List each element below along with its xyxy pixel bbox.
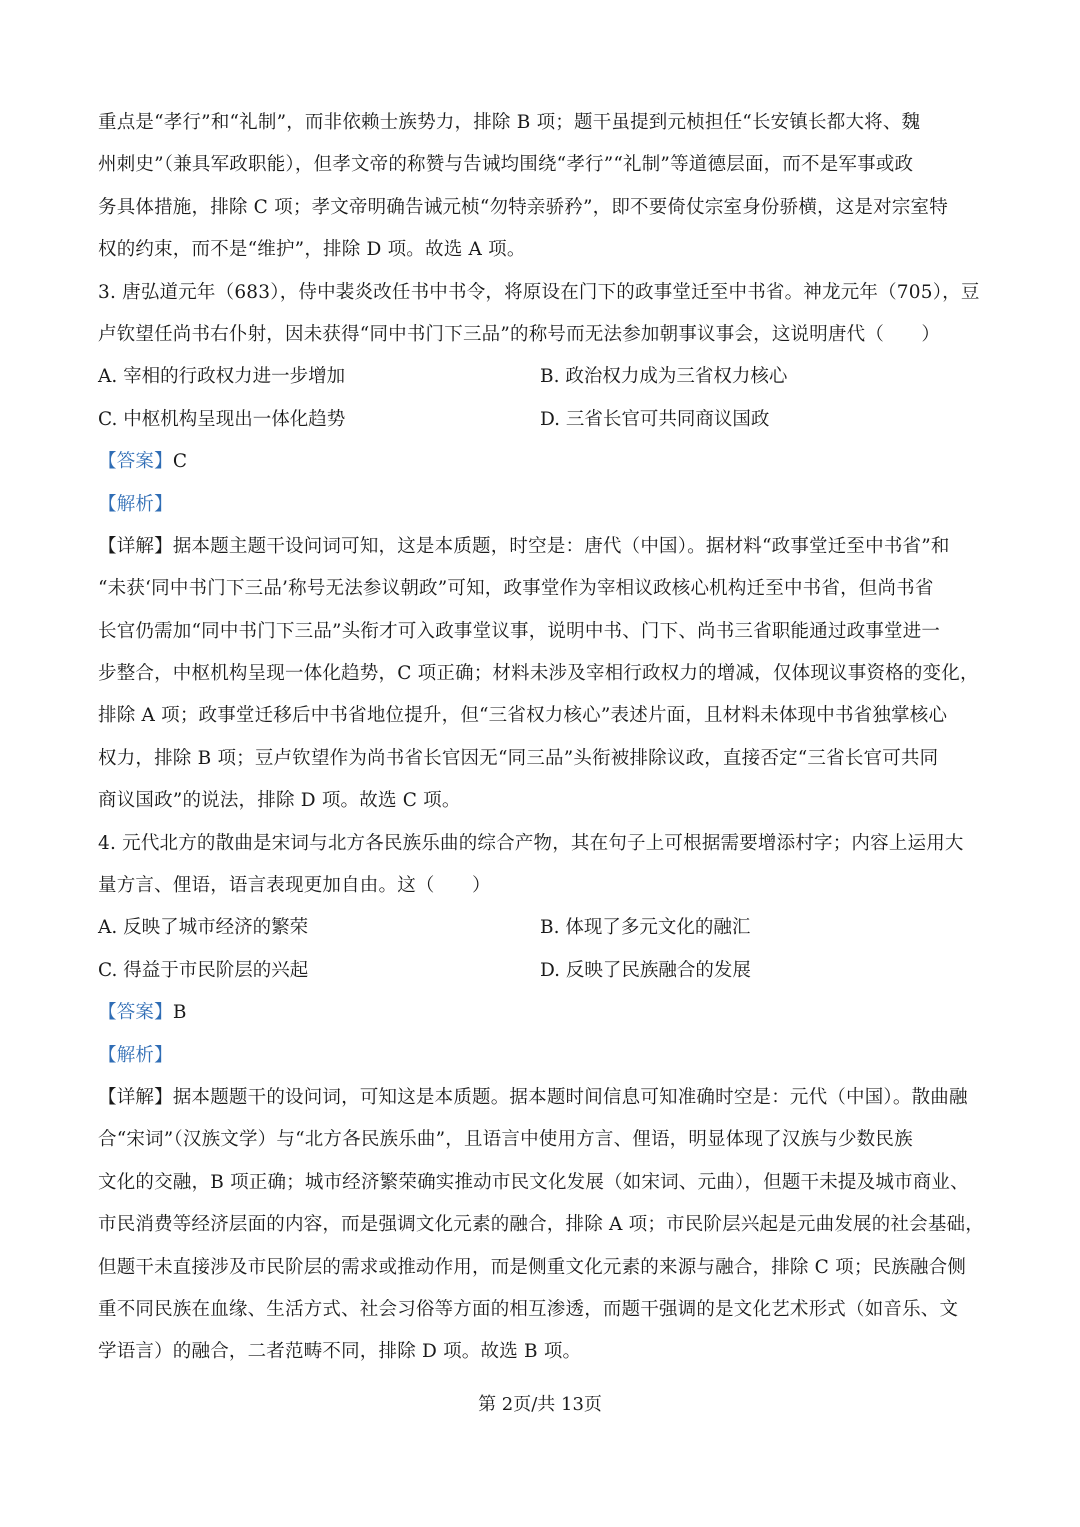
detail-text: 据本题主题干设问词可知，这是本质题，时空是：唐代（中国）。据材料“政事堂迁至中书省”和	[172, 535, 950, 557]
options-row	[98, 356, 984, 398]
detail-line: 权力，排除 B 项；豆卢钦望作为尚书省长官因无“同三品”头衔被排除议政，直接否定“三省长官可共同	[98, 747, 939, 769]
detail-tag: 【详解】	[98, 535, 173, 557]
detail-line: 长官仍需加“同中书门下三品”头衔才可入政事堂议事，说明中书、门下、尚书三省职能通过政事堂进一	[98, 620, 941, 642]
option-a: A. 反映了城市经济的繁荣	[98, 917, 309, 939]
question-stem: 卢钦望任尚书右仆射，因未获得“同中书门下三品”的称号而无法参加朝事议事会，这说明唐代（ ）	[98, 323, 941, 345]
detail-line: 合“宋词”（汉族文学）与“北方各民族乐曲”，且语言中使用方言、俚语，明显体现了汉族与少数民族	[98, 1129, 913, 1151]
question-stem: 4. 元代北方的散曲是宋词与北方各民族乐曲的综合产物，其在句子上可根据需要增添村字；内容上运用大	[98, 832, 964, 854]
answer-value: C	[172, 451, 188, 473]
question-stem: 3. 唐弘道元年（683），侍中裴炎改任书中书令，将原设在门下的政事堂迁至中书省。神龙元年（705），豆	[98, 281, 980, 303]
answer-line	[98, 992, 984, 1034]
detail-line: 步整合，中枢机构呈现一体化趋势，C 项正确；材料未涉及宰相行政权力的增减，仅体现议事资格的变化，	[98, 663, 979, 685]
option-c: C. 中枢机构呈现出一体化趋势	[98, 408, 346, 430]
option-c: C. 得益于市民阶层的兴起	[98, 959, 309, 981]
answer-tag: 【答案】	[98, 1002, 173, 1024]
option-d: D. 反映了民族融合的发展	[540, 959, 751, 981]
answer-line	[98, 441, 984, 483]
answer-value: B	[172, 1002, 187, 1024]
detail-line: 重不同民族在血缘、生活方式、社会习俗等方面的相互渗透，而题干强调的是文化艺术形式（如音乐、文	[98, 1298, 959, 1320]
detail-line: 但题干未直接涉及市民阶层的需求或推动作用，而是侧重文化元素的来源与融合，排除 C 项；民族融合侧	[98, 1256, 967, 1278]
option-b: B. 体现了多元文化的融汇	[540, 917, 751, 939]
detail-line	[98, 526, 984, 568]
text-line: 重点是“孝行”和“礼制”，而非依赖士族势力，排除 B 项；题干虽提到元桢担任“长安镇长都大将、魏	[98, 112, 921, 133]
analysis-tag: 【解析】	[98, 493, 173, 515]
detail-tag: 【详解】	[98, 1086, 173, 1108]
analysis-line	[98, 1035, 984, 1077]
detail-line: 排除 A 项；政事堂迁移后中书省地位提升，但“三省权力核心”表述片面，且材料未体现中书省独掌核心	[98, 705, 948, 727]
options-row	[98, 399, 984, 441]
detail-line: 文化的交融，B 项正确；城市经济繁荣确实推动市民文化发展（如宋词、元曲），但题干未提及城市商业、	[98, 1171, 969, 1193]
analysis-tag: 【解析】	[98, 1044, 173, 1066]
question-stem: 量方言、俚语，语言表现更加自由。这（ ）	[98, 875, 491, 897]
detail-line: 市民消费等经济层面的内容，而是强调文化元素的融合，排除 A 项；市民阶层兴起是元曲发展的社会基础，	[98, 1214, 984, 1236]
option-b: B. 政治权力成为三省权力核心	[540, 366, 788, 388]
detail-line: 商议国政”的说法，排除 D 项。故选 C 项。	[98, 790, 461, 812]
answer-tag: 【答案】	[98, 451, 173, 473]
detail-text: 据本题题干的设问词，可知这是本质题。据本题时间信息可知准确时空是：元代（中国）。散曲融	[172, 1086, 968, 1108]
detail-line: “未获‘同中书门下三品’称号无法参议朝政”可知，政事堂作为宰相议政核心机构迁至中书省，但尚书省	[98, 578, 934, 600]
options-row	[98, 950, 984, 992]
document-page	[98, 102, 984, 1374]
option-d: D. 三省长官可共同商议国政	[540, 408, 770, 430]
page-number: 第 2页/共 13页	[478, 1394, 602, 1415]
detail-line	[98, 1077, 984, 1119]
text-line: 权的约束，而不是“维护”，排除 D 项。故选 A 项。	[98, 239, 526, 261]
text-line: 州刺史”（兼具军政职能），但孝文帝的称赞与告诫均围绕“孝行”“礼制”等道德层面，而不是军事或政	[98, 154, 914, 176]
detail-line: 学语言）的融合，二者范畴不同，排除 D 项。故选 B 项。	[98, 1341, 582, 1363]
option-a: A. 宰相的行政权力进一步增加	[98, 366, 346, 388]
options-row	[98, 907, 984, 949]
analysis-line	[98, 484, 984, 526]
text-line: 务具体措施，排除 C 项；孝文帝明确告诫元桢“勿特亲骄矜”，即不要倚仗宗室身份骄横，这是对宗室特	[98, 196, 948, 218]
